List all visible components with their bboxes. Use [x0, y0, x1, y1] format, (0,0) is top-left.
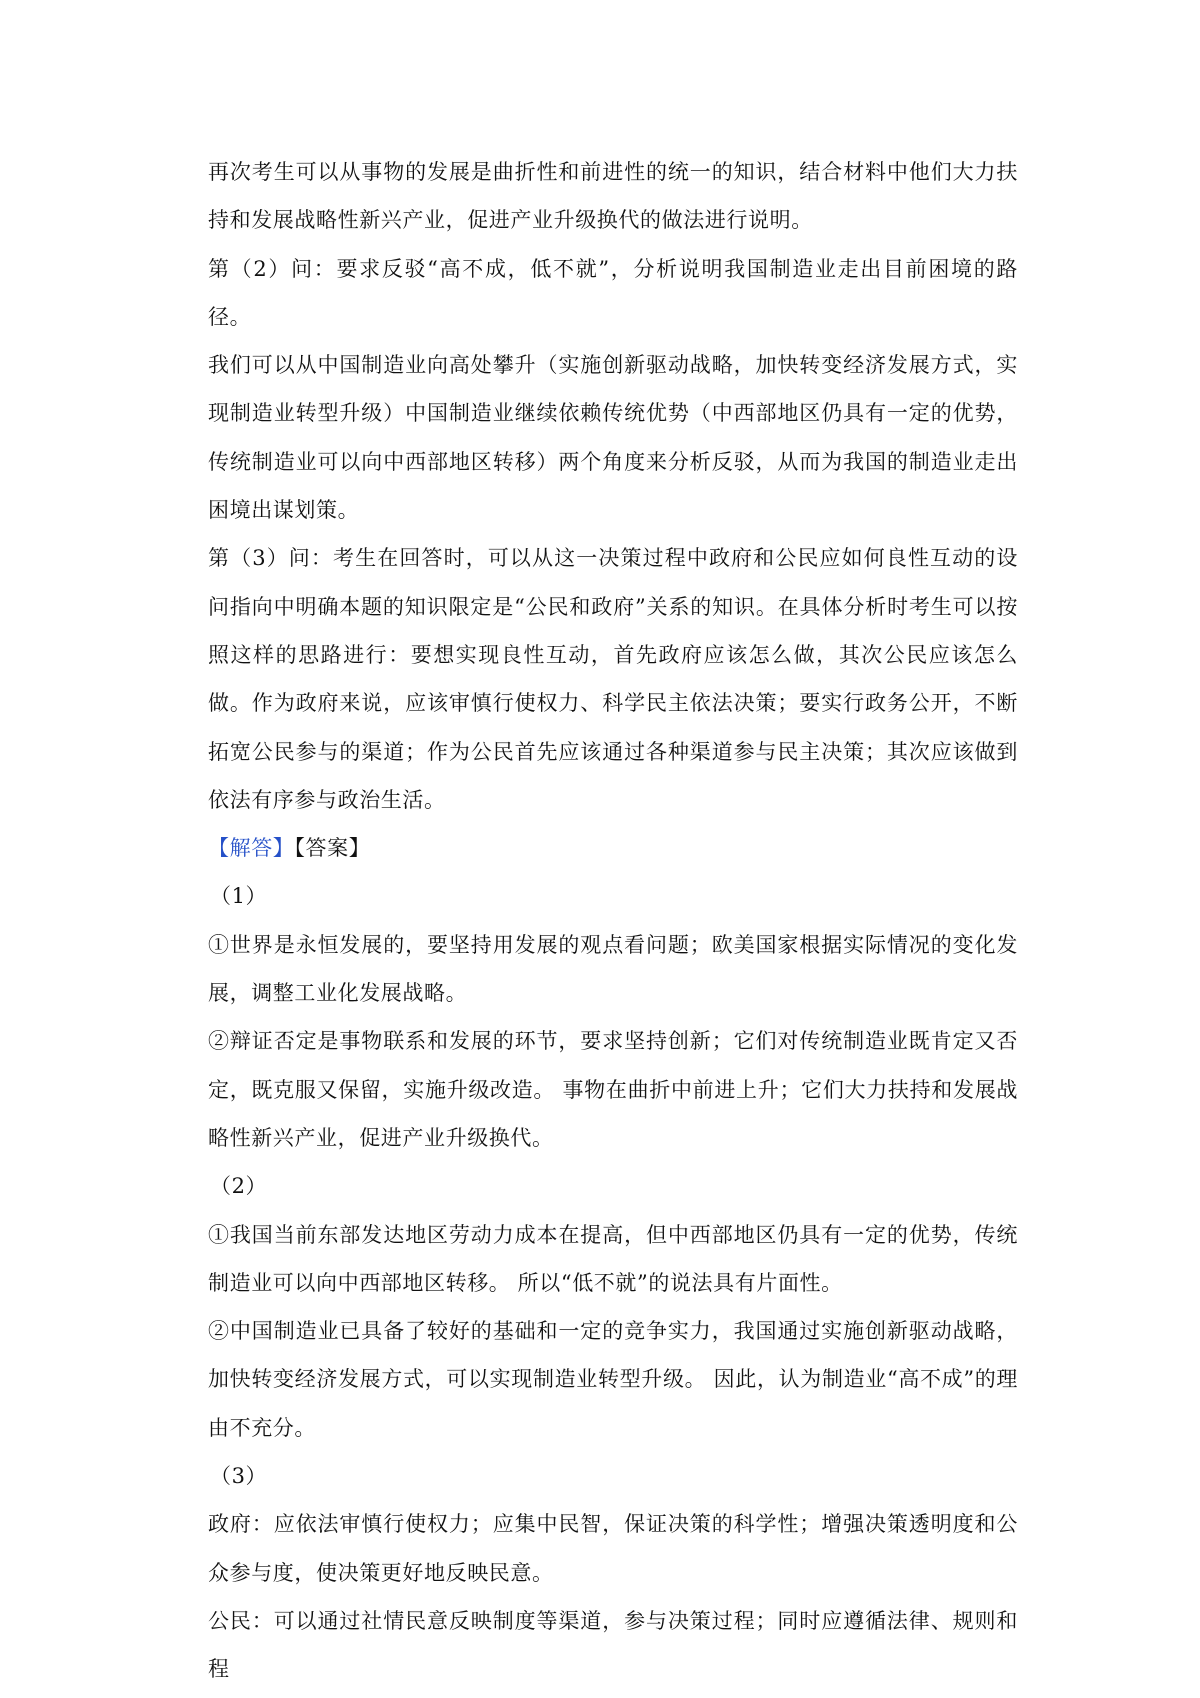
q2-label: （2）	[210, 1174, 268, 1199]
q2-item-2: ②中国制造业已具备了较好的基础和一定的竞争实力，我国通过实施创新驱动战略，加快转变经济发展方式，可以实现制造业转型升级。 因此，认为制造业“高不成”的理由不充分。	[208, 1319, 1018, 1440]
document-body	[208, 148, 1018, 1694]
q1-label: （1）	[210, 884, 268, 909]
jieda-tag: 【解答】	[208, 836, 295, 861]
q1-item-1: ①世界是永恒发展的，要坚持用发展的观点看问题；欧美国家根据实际情况的变化发展，调整工业化发展战略。	[208, 932, 1018, 1006]
q2-item-1: ①我国当前东部发达地区劳动力成本在提高，但中西部地区仍具有一定的优势，传统制造业可以向中西部地区转移。 所以“低不就”的说法具有片面性。	[208, 1222, 1018, 1295]
answer-header	[208, 824, 1018, 872]
analysis-paragraph-q3: 第（3）问：考生在回答时，可以从这一决策过程中政府和公民应如何良性互动的设问指向中明确本题的知识限定是“公民和政府”关系的知识。在具体分析时考生可以按照这样的思路进行：要想实现良性互动，首先政府应该怎么做，其次公民应该怎么做。作为政府来说，应该审慎行使权力、科学民主依法决策；要实行政务公开，不断拓宽公民参与的渠道；作为公民首先应该通过各种渠道参与民主决策；其次应该做到依法有序参与政治生活。	[208, 546, 1018, 812]
analysis-paragraph-1: 再次考生可以从事物的发展是曲折性和前进性的统一的知识，结合材料中他们大力扶持和发展战略性新兴产业，促进产业升级换代的做法进行说明。	[208, 160, 1018, 233]
q1-item-2: ②辩证否定是事物联系和发展的环节，要求坚持创新；它们对传统制造业既肯定又否定，既克服又保留，实施升级改造。 事物在曲折中前进上升；它们大力扶持和发展战略性新兴产业，促进产业升级换代。	[208, 1029, 1018, 1150]
analysis-paragraph-q2-body: 我们可以从中国制造业向高处攀升（实施创新驱动战略，加快转变经济发展方式，实现制造业转型升级）中国制造业继续依赖传统优势（中西部地区仍具有一定的优势，传统制造业可以向中西部地区转移）两个角度来分析反驳，从而为我国的制造业走出困境出谋划策。	[208, 353, 1018, 523]
daan-tag: 【答案】	[294, 836, 371, 861]
q3-item-citizen: 公民：可以通过社情民意反映制度等渠道，参与决策过程；同时应遵循法律、规则和程	[208, 1608, 1018, 1682]
q3-label: （3）	[210, 1464, 268, 1489]
analysis-paragraph-q2-heading: 第（2）问：要求反驳“高不成，低不就”，分析说明我国制造业走出目前困境的路径。	[208, 256, 1018, 329]
q3-item-government: 政府：应依法审慎行使权力；应集中民智，保证决策的科学性；增强决策透明度和公众参与度，使决策更好地反映民意。	[208, 1512, 1018, 1585]
